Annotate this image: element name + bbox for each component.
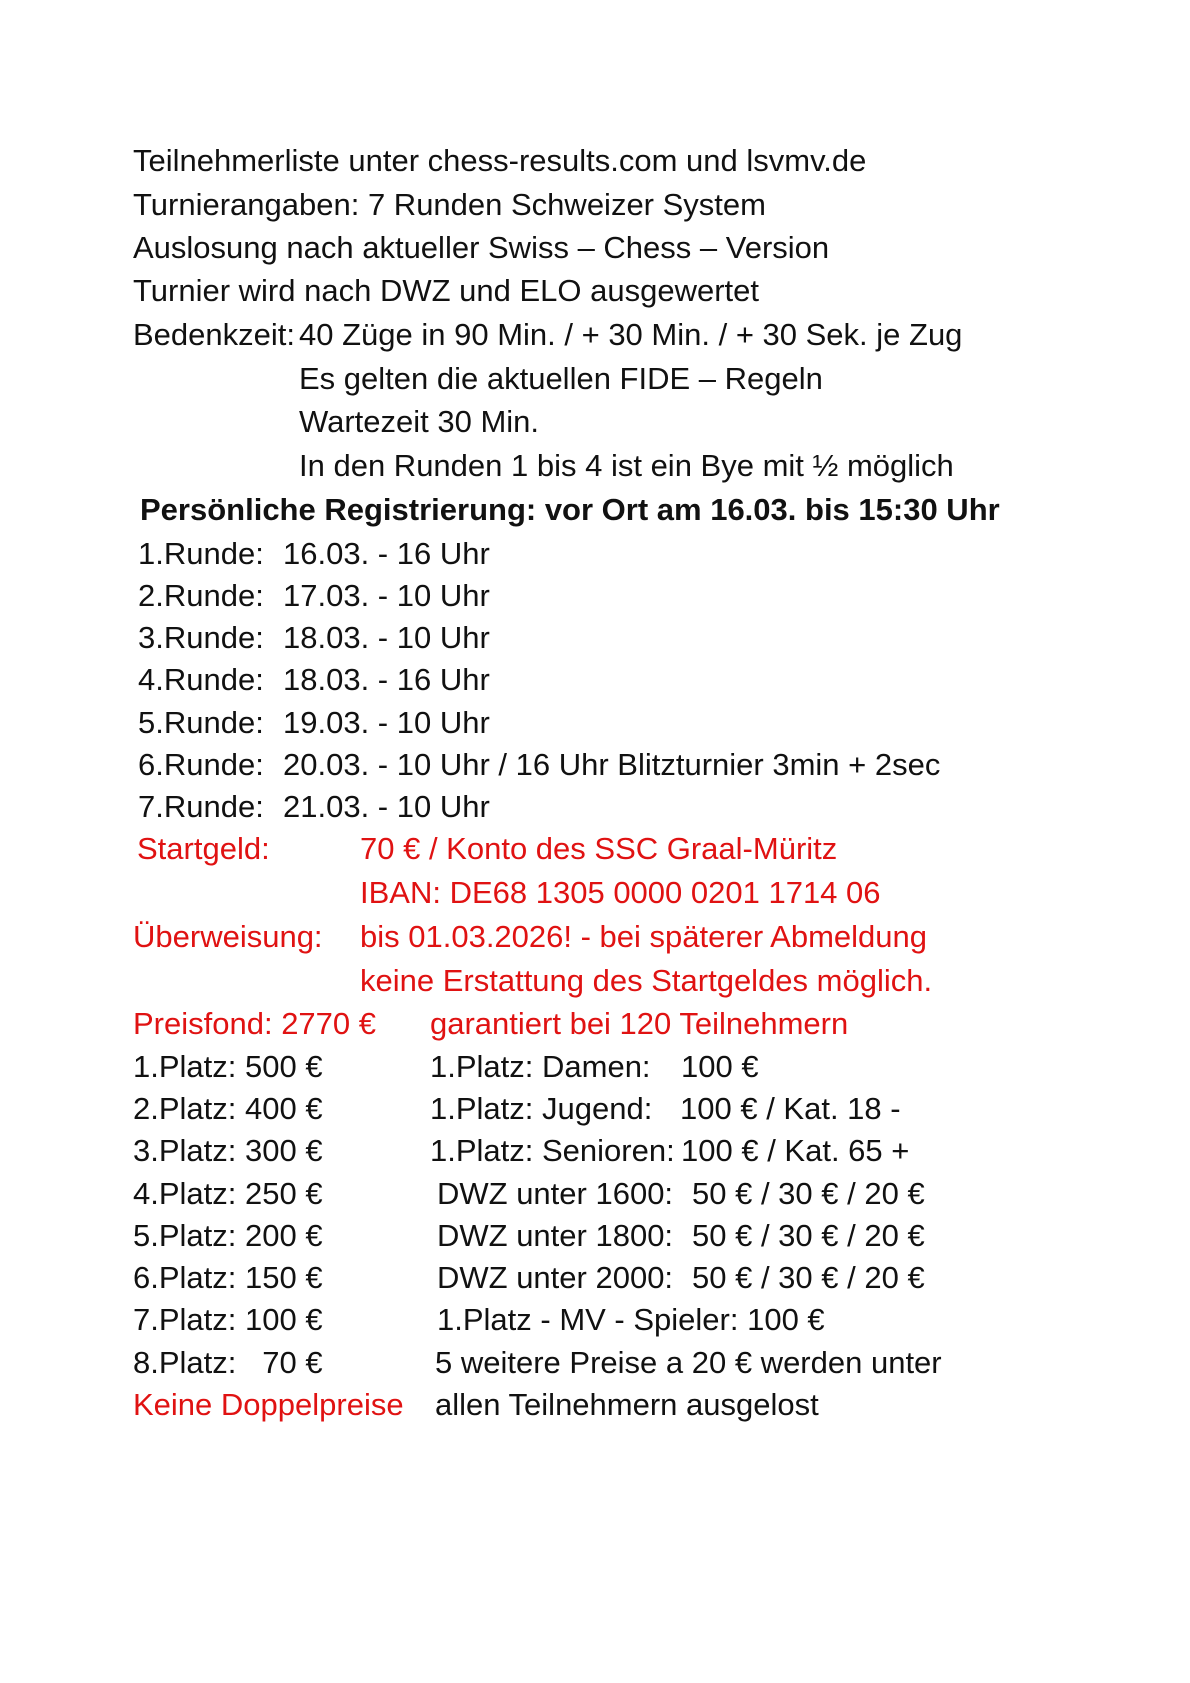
rules-info: Es gelten die aktuellen FIDE – Regeln [299,361,823,396]
round-time: 17.03. - 10 Uhr [283,578,490,613]
round-time: 18.03. - 10 Uhr [283,620,490,655]
round-time: 18.03. - 16 Uhr [283,662,490,697]
special-prize-label: 1.Platz: Senioren: [430,1133,675,1168]
dwz-prize-value: 50 € / 30 € / 20 € [692,1176,925,1211]
round-time: 21.03. - 10 Uhr [283,789,490,824]
bye-info: In den Runden 1 bis 4 ist ein Bye mit ½ möglich [299,448,954,483]
round-label: 4.Runde: [138,662,264,697]
round-label: 5.Runde: [138,705,264,740]
rating-info: Turnier wird nach DWZ und ELO ausgewertet [133,273,759,308]
transfer-note: keine Erstattung des Startgeldes möglich. [360,963,933,998]
dwz-prize-label: DWZ unter 2000: [437,1260,674,1295]
round-label: 6.Runde: [138,747,264,782]
prize-place: 2.Platz: 400 € [133,1091,323,1126]
special-prize-label: 1.Platz: Jugend: [430,1091,653,1126]
time-control-value: 40 Züge in 90 Min. / + 30 Min. / + 30 Sek. je Zug [299,317,963,352]
round-time: 19.03. - 10 Uhr [283,705,490,740]
transfer-label: Überweisung: [133,919,323,954]
round-label: 2.Runde: [138,578,264,613]
round-label: 3.Runde: [138,620,264,655]
special-prize-label: 1.Platz: Damen: [430,1049,651,1084]
special-prize-value: 100 € [681,1049,759,1084]
special-prize-value: 100 € / Kat. 65 + [681,1133,910,1168]
time-control-label: Bedenkzeit: [133,317,295,352]
registration-info: Persönliche Registrierung: vor Ort am 16.03. bis 15:30 Uhr [140,492,1000,527]
round-time: 16.03. - 16 Uhr [283,536,490,571]
participants-list-info: Teilnehmerliste unter chess-results.com und lsvmv.de [133,143,867,178]
prize-place: 6.Platz: 150 € [133,1260,323,1295]
wait-time-info: Wartezeit 30 Min. [299,404,540,439]
dwz-prize-label: DWZ unter 1800: [437,1218,674,1253]
prize-place: 5.Platz: 200 € [133,1218,323,1253]
prize-place: 4.Platz: 250 € [133,1176,323,1211]
round-label: 1.Runde: [138,536,264,571]
round-time: 20.03. - 10 Uhr / 16 Uhr Blitzturnier 3min + 2sec [283,747,941,782]
no-double-prizes: Keine Doppelpreise [133,1387,404,1422]
tournament-info: Turnierangaben: 7 Runden Schweizer System [133,187,766,222]
transfer-deadline: bis 01.03.2026! - bei späterer Abmeldung [360,919,927,954]
lottery-prizes-continued: allen Teilnehmern ausgelost [435,1387,819,1422]
round-label: 7.Runde: [138,789,264,824]
iban: IBAN: DE68 1305 0000 0201 1714 06 [360,875,881,910]
prize-place: 1.Platz: 500 € [133,1049,323,1084]
entry-fee-label: Startgeld: [137,831,270,866]
lottery-prizes: 5 weitere Preise a 20 € werden unter [435,1345,942,1380]
special-prize-value: 100 € / Kat. 18 - [680,1091,901,1126]
mv-player-prize: 1.Platz - MV - Spieler: 100 € [437,1302,825,1337]
prize-place: 7.Platz: 100 € [133,1302,323,1337]
dwz-prize-value: 50 € / 30 € / 20 € [692,1260,925,1295]
prize-fund-label: Preisfond: 2770 € [133,1006,377,1041]
dwz-prize-value: 50 € / 30 € / 20 € [692,1218,925,1253]
dwz-prize-label: DWZ unter 1600: [437,1176,674,1211]
prize-place: 3.Platz: 300 € [133,1133,323,1168]
entry-fee-value: 70 € / Konto des SSC Graal-Müritz [360,831,838,866]
prize-fund-note: garantiert bei 120 Teilnehmern [430,1006,849,1041]
prize-place: 8.Platz: 70 € [133,1345,323,1380]
pairing-info: Auslosung nach aktueller Swiss – Chess – Version [133,230,830,265]
